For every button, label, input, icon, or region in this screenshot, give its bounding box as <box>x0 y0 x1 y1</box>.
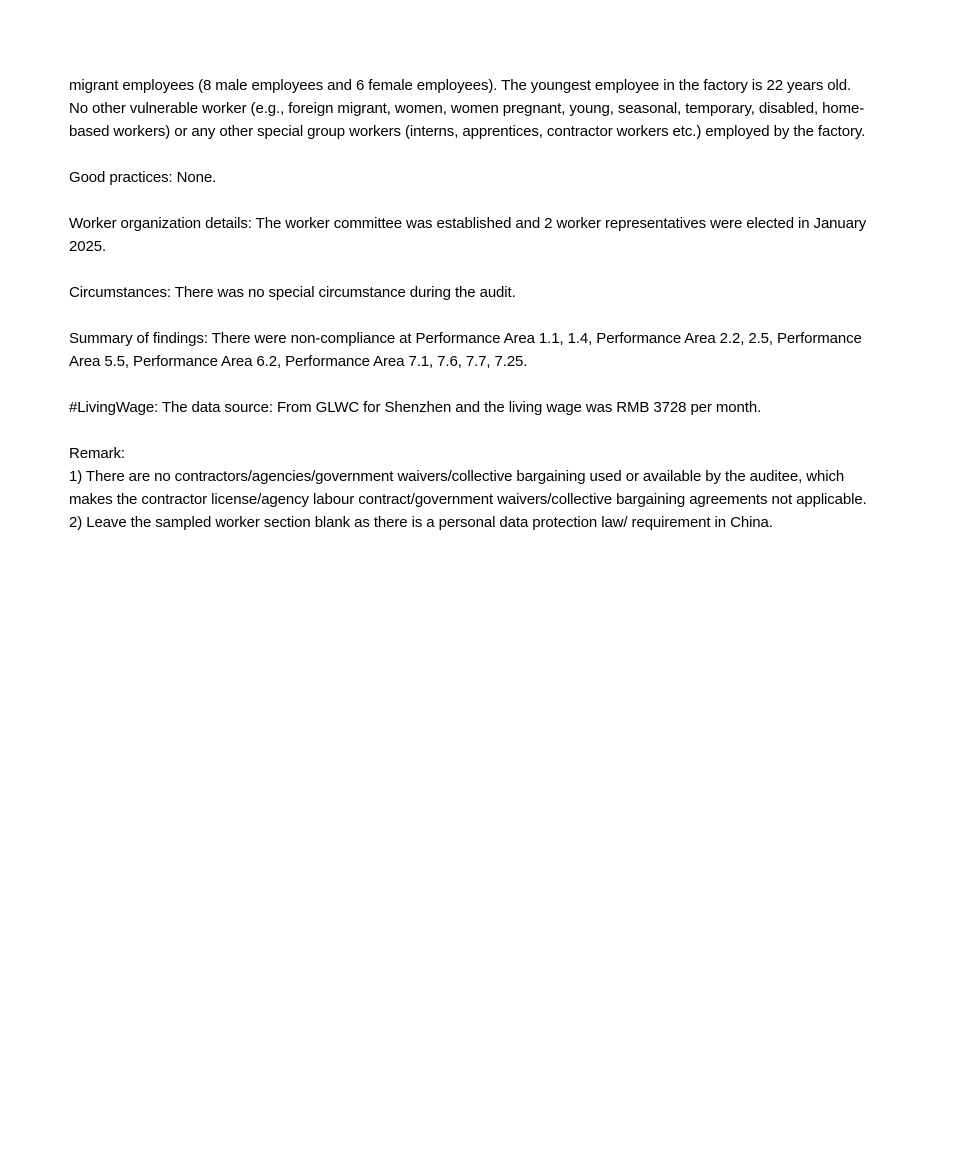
text-line: Summary of findings: There were non-compliance at Performance Area 1.1, 1.4, Performance Area 2.2, 2.5, Performance <box>69 330 862 347</box>
text-line: 1) There are no contractors/agencies/government waivers/collective bargaining used or available by the auditee, which <box>69 468 845 485</box>
remark-heading: Remark: <box>69 445 125 462</box>
summary-of-findings-paragraph <box>69 327 909 373</box>
text-line: migrant employees (8 male employees and 6 female employees). The youngest employee in the factory is 22 years old. <box>69 77 852 94</box>
text-line: makes the contractor license/agency labour contract/government waivers/collective bargaining agreements not applicable. <box>69 491 867 508</box>
text-line: Area 5.5, Performance Area 6.2, Performance Area 7.1, 7.6, 7.7, 7.25. <box>69 353 528 370</box>
intro-paragraph <box>69 74 909 143</box>
document-body <box>69 74 909 557</box>
text-line: Circumstances: There was no special circumstance during the audit. <box>69 284 516 301</box>
text-line: Good practices: None. <box>69 169 217 186</box>
good-practices-paragraph <box>69 166 909 189</box>
text-line: #LivingWage: The data source: From GLWC for Shenzhen and the living wage was RMB 3728 per month. <box>69 399 762 416</box>
text-line: 2025. <box>69 238 107 255</box>
text-line: No other vulnerable worker (e.g., foreign migrant, women, women pregnant, young, seasonal, temporary, disabled, home- <box>69 100 865 117</box>
remark-paragraph <box>69 442 909 534</box>
text-line: based workers) or any other special group workers (interns, apprentices, contractor workers etc.) employed by the factory. <box>69 123 866 140</box>
worker-organization-paragraph <box>69 212 909 258</box>
text-line: 2) Leave the sampled worker section blank as there is a personal data protection law/ requirement in China. <box>69 514 773 531</box>
circumstances-paragraph <box>69 281 909 304</box>
text-line: Worker organization details: The worker committee was established and 2 worker representatives were elected in January <box>69 215 867 232</box>
living-wage-paragraph <box>69 396 909 419</box>
